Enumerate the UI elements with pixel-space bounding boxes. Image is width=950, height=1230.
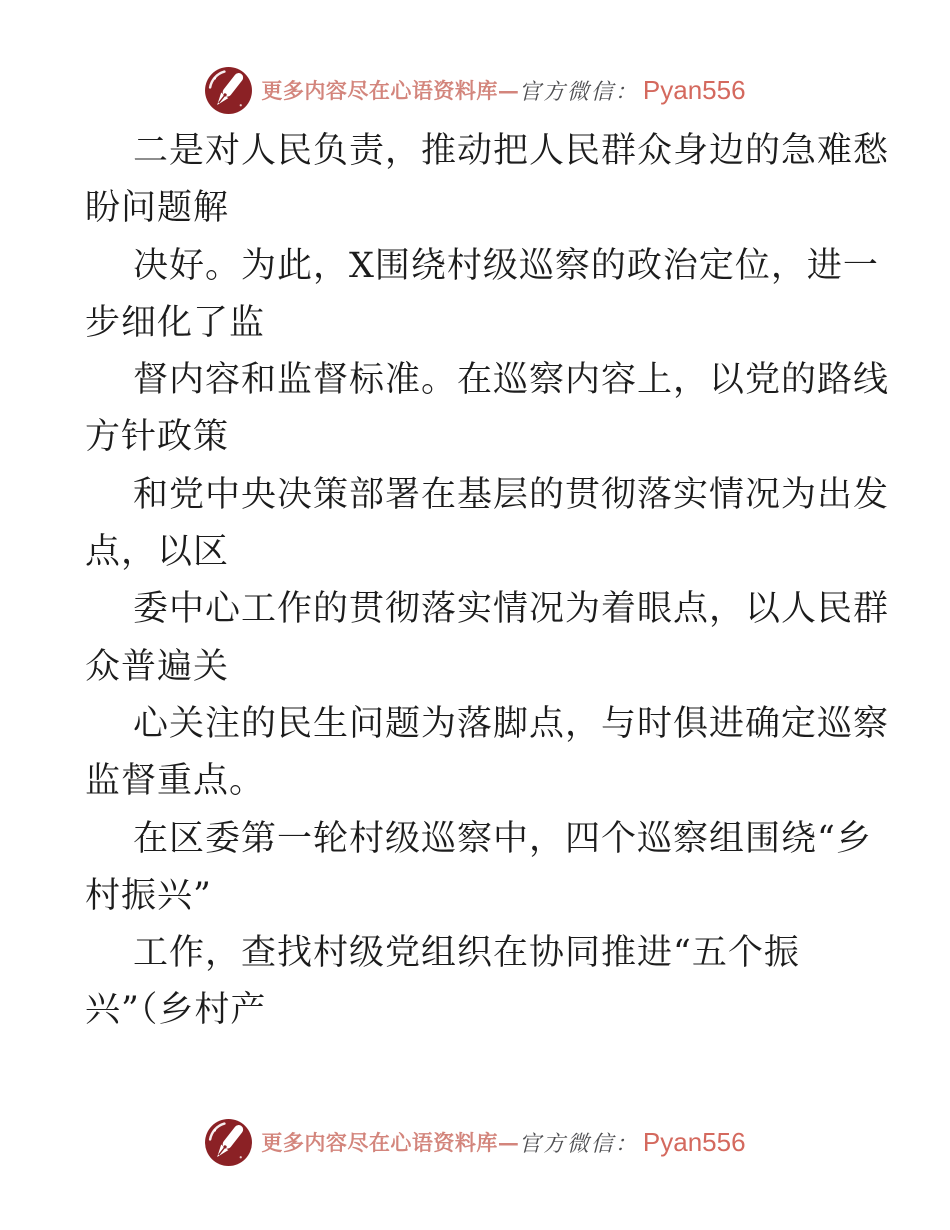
- watermark-dash: —: [497, 77, 519, 103]
- watermark-wechat-label: 官方微信：: [518, 1131, 639, 1157]
- text-line: 督内容和监督标准。在巡察内容上，以党的路线: [133, 360, 890, 401]
- text-line: 委中心工作的贯彻落实情况为着眼点，以人民群: [133, 589, 890, 630]
- brand-pen-logo-icon: [204, 66, 253, 115]
- header-watermark: [0, 64, 950, 116]
- footer-watermark: [0, 1116, 950, 1168]
- text-line: 村振兴”: [85, 875, 212, 916]
- text-line: 众普遍关: [85, 646, 230, 687]
- text-line: 兴”（乡村产: [85, 990, 267, 1031]
- text-line: 和党中央决策部署在基层的贯彻落实情况为出发: [133, 474, 890, 515]
- watermark-wechat-account: Pyan556: [642, 74, 746, 105]
- watermark-dash: —: [497, 1129, 519, 1155]
- text-line: 在区委第一轮村级巡察中，四个巡察组围绕“乡: [133, 818, 872, 859]
- text-line: 步细化了监: [85, 302, 266, 343]
- watermark-wechat-label: 官方微信：: [518, 79, 639, 105]
- text-line: 点，以区: [85, 532, 230, 573]
- text-line: 监督重点。: [85, 761, 266, 802]
- brand-pen-logo-icon: [204, 1118, 253, 1167]
- watermark-brand-text: 更多内容尽在心语资料库: [261, 78, 498, 103]
- text-line: 盼问题解: [85, 188, 230, 229]
- text-line: 工作，查找村级党组织在协同推进“五个振: [133, 933, 800, 974]
- watermark-brand-text: 更多内容尽在心语资料库: [261, 1130, 498, 1155]
- text-line: 心关注的民生问题为落脚点，与时俱进确定巡察: [133, 703, 890, 744]
- text-line: 方针政策: [85, 417, 230, 458]
- text-line: 二是对人民负责，推动把人民群众身边的急难愁: [133, 131, 890, 171]
- watermark-wechat-account: Pyan556: [642, 1126, 746, 1157]
- text-line: 决好。为此，X围绕村级巡察的政治定位，进一: [133, 245, 879, 286]
- document-body: [85, 123, 895, 1040]
